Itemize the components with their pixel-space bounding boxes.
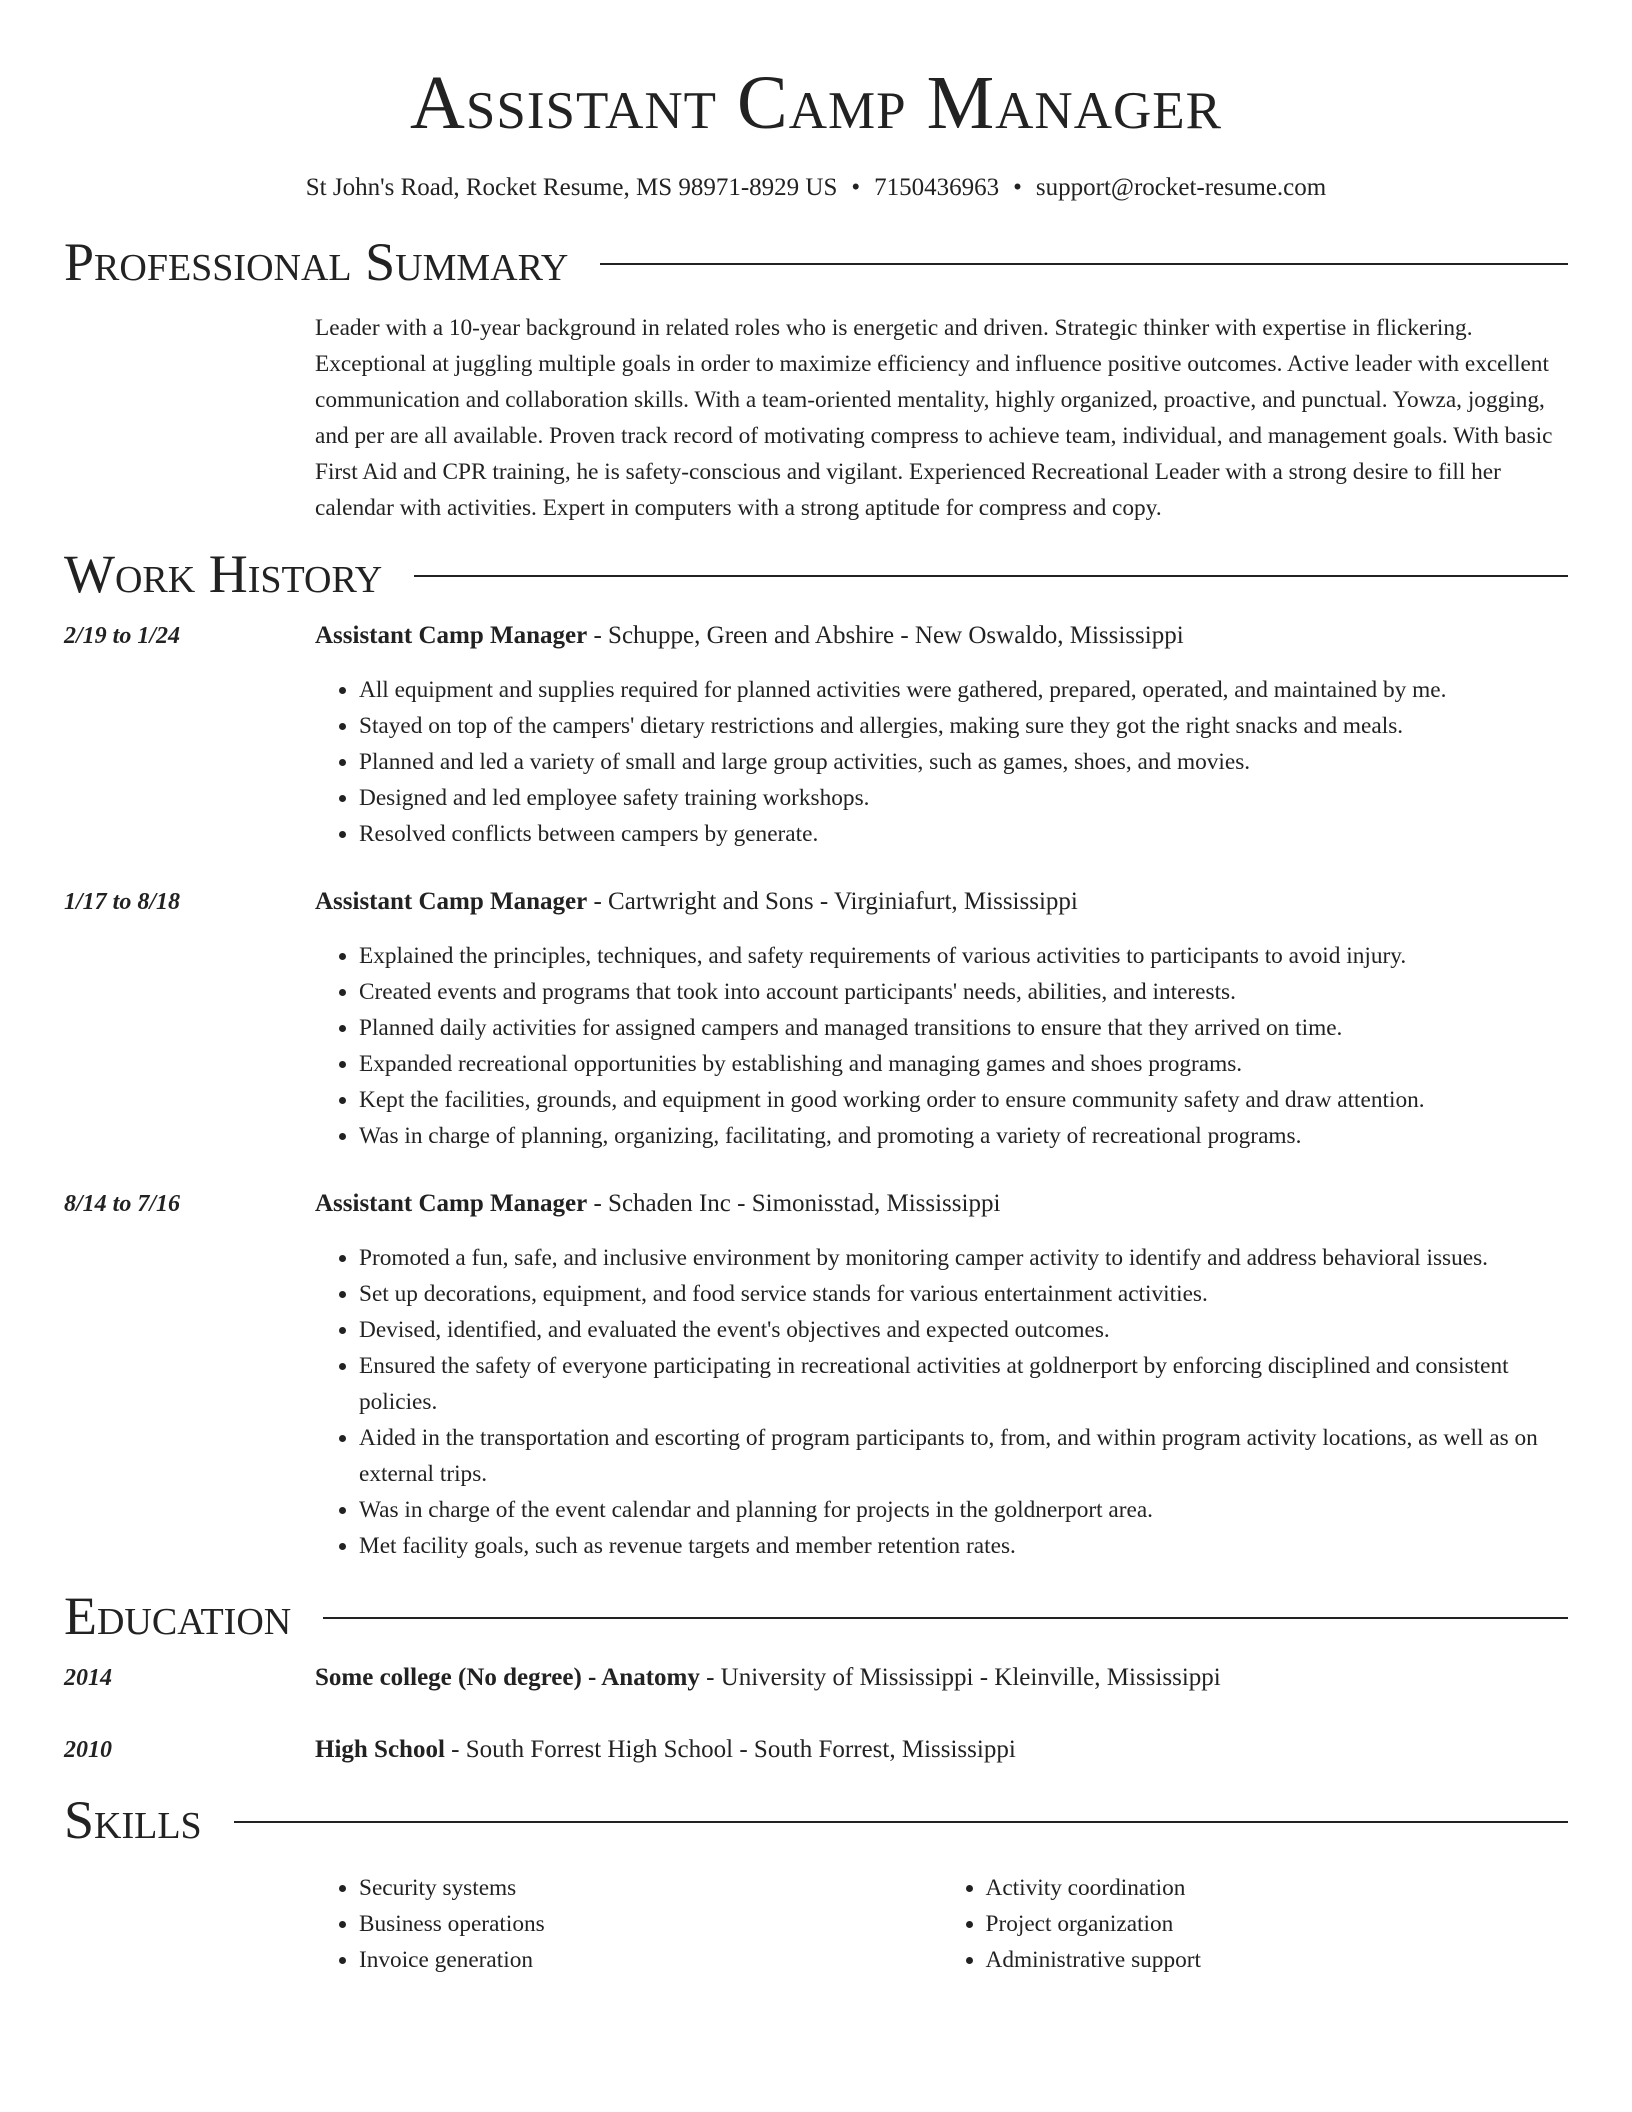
list-item: • Promoted a fun, safe, and inclusive environment by monitoring camper activity to identify and address behavioral issues.	[359, 1240, 1568, 1276]
education-details: - University of Mississippi - Kleinville, Mississippi	[699, 1664, 1221, 1691]
skill-item: • Security systems	[359, 1870, 942, 1906]
section-title: Skills	[64, 1790, 202, 1850]
education-details: - South Forrest High School - South Forrest, Mississippi	[444, 1736, 1016, 1763]
job-dates: 8/14 to 7/16	[64, 1191, 181, 1217]
job-bullets	[315, 1240, 1568, 1564]
list-item: • Created events and programs that took into account participants' needs, abilities, and interests.	[359, 974, 1568, 1010]
section-title: Work History	[64, 544, 383, 604]
work-section-heading	[64, 544, 1568, 604]
education-section-heading	[64, 1586, 1568, 1646]
contact-line	[64, 172, 1568, 204]
list-item: • Explained the principles, techniques, and safety requirements of various activities to participants to avoid injury.	[359, 938, 1568, 974]
job-heading	[315, 1186, 1568, 1222]
job-bullets	[315, 938, 1568, 1154]
list-item: • Planned daily activities for assigned campers and managed transitions to ensure that they arrived on time.	[359, 1010, 1568, 1046]
contact-separator: •	[851, 174, 861, 201]
skills-section-heading	[64, 1790, 1568, 1850]
job-bullets	[315, 672, 1568, 852]
contact-address: St John's Road, Rocket Resume, MS 98971-8929 US	[305, 174, 838, 201]
list-item: • Designed and led employee safety training workshops.	[359, 780, 1568, 816]
education-body	[315, 1732, 1568, 1768]
list-item: • Devised, identified, and evaluated the event's objectives and expected outcomes.	[359, 1312, 1568, 1348]
education-degree: Some college (No degree) - Anatomy	[315, 1664, 700, 1691]
skills-column-right	[942, 1870, 1569, 1978]
job-entry	[64, 618, 1568, 852]
list-item: • Resolved conflicts between campers by generate.	[359, 816, 1568, 852]
job-entry	[64, 1186, 1568, 1564]
contact-separator: •	[1013, 174, 1022, 201]
skill-item: • Invoice generation	[359, 1942, 942, 1978]
education-degree: High School	[315, 1736, 445, 1763]
contact-email: support@rocket-resume.com	[1035, 174, 1327, 201]
skill-item: • Activity coordination	[986, 1870, 1569, 1906]
education-heading	[315, 1732, 1568, 1768]
list-item: • Set up decorations, equipment, and food service stands for various entertainment activities.	[359, 1276, 1568, 1312]
list-item: • Was in charge of the event calendar and planning for projects in the goldnerport area.	[359, 1492, 1568, 1528]
job-body	[315, 884, 1568, 1154]
list-item: • Planned and led a variety of small and large group activities, such as games, shoes, and movies.	[359, 744, 1568, 780]
summary-text: Leader with a 10-year background in related roles who is energetic and driven. Strategic thinker with expertise in flickering. Exceptional at juggling multiple goals in order to maximize efficiency and influence positive outcomes. Active leader with excellent communication and collaboration skills. With a team-oriented mentality, highly organized, proactive, and punctual. Yowza, jogging, and per are all available. Proven track record of motivating compress to achieve team, individual, and management goals. With basic First Aid and CPR training, he is safety-conscious and vigilant. Experienced Recreational Leader with a strong desire to fill her calendar with activities. Expert in computers with a strong aptitude for compress and copy.	[315, 315, 1553, 521]
job-dates: 1/17 to 8/18	[64, 889, 181, 915]
list-item: • Met facility goals, such as revenue targets and member retention rates.	[359, 1528, 1568, 1564]
education-entry	[64, 1732, 1568, 1768]
job-role: Assistant Camp Manager	[315, 622, 588, 649]
job-details: - Cartwright and Sons - Virginiafurt, Mississippi	[587, 888, 1078, 915]
job-entry	[64, 884, 1568, 1154]
section-divider	[414, 575, 1568, 577]
job-body	[315, 618, 1568, 852]
summary-section-heading	[64, 232, 1568, 292]
section-title: Education	[64, 1586, 292, 1646]
job-heading	[315, 884, 1568, 920]
job-dates: 2/19 to 1/24	[64, 623, 181, 649]
section-divider	[323, 1617, 1568, 1619]
job-details: - Schuppe, Green and Abshire - New Oswaldo, Mississippi	[587, 622, 1184, 649]
list-item: • All equipment and supplies required for planned activities were gathered, prepared, operated, and maintained by me.	[359, 672, 1568, 708]
list-item: • Ensured the safety of everyone participating in recreational activities at goldnerport by enforcing disciplined and consistent policies.	[359, 1348, 1568, 1420]
skill-item: • Project organization	[986, 1906, 1569, 1942]
education-heading	[315, 1660, 1568, 1696]
list-item: • Expanded recreational opportunities by establishing and managing games and shoes programs.	[359, 1046, 1568, 1082]
skill-item: • Administrative support	[986, 1942, 1569, 1978]
job-heading	[315, 618, 1568, 654]
education-year: 2010	[64, 1737, 112, 1763]
education-body	[315, 1660, 1568, 1696]
list-item: • Was in charge of planning, organizing, facilitating, and promoting a variety of recreational programs.	[359, 1118, 1568, 1154]
section-title: Professional Summary	[64, 232, 569, 292]
education-entry	[64, 1660, 1568, 1696]
section-divider	[600, 263, 1568, 265]
section-divider	[234, 1821, 1568, 1823]
list-item: • Kept the facilities, grounds, and equipment in good working order to ensure community safety and draw attention.	[359, 1082, 1568, 1118]
resume-name: Assistant Camp Manager	[410, 61, 1222, 145]
job-role: Assistant Camp Manager	[315, 888, 588, 915]
skills-list	[315, 1870, 1568, 1978]
list-item: • Aided in the transportation and escorting of program participants to, from, and within program activity locations, as well as on external trips.	[359, 1420, 1568, 1492]
contact-phone: 7150436963	[874, 174, 1000, 201]
job-details: - Schaden Inc - Simonisstad, Mississippi	[587, 1190, 1001, 1217]
resume-page	[64, 0, 1568, 1978]
job-body	[315, 1186, 1568, 1564]
education-year: 2014	[64, 1665, 112, 1691]
skill-item: • Business operations	[359, 1906, 942, 1942]
skills-column-left	[315, 1870, 942, 1978]
job-role: Assistant Camp Manager	[315, 1190, 588, 1217]
list-item: • Stayed on top of the campers' dietary restrictions and allergies, making sure they got the right snacks and meals.	[359, 708, 1568, 744]
